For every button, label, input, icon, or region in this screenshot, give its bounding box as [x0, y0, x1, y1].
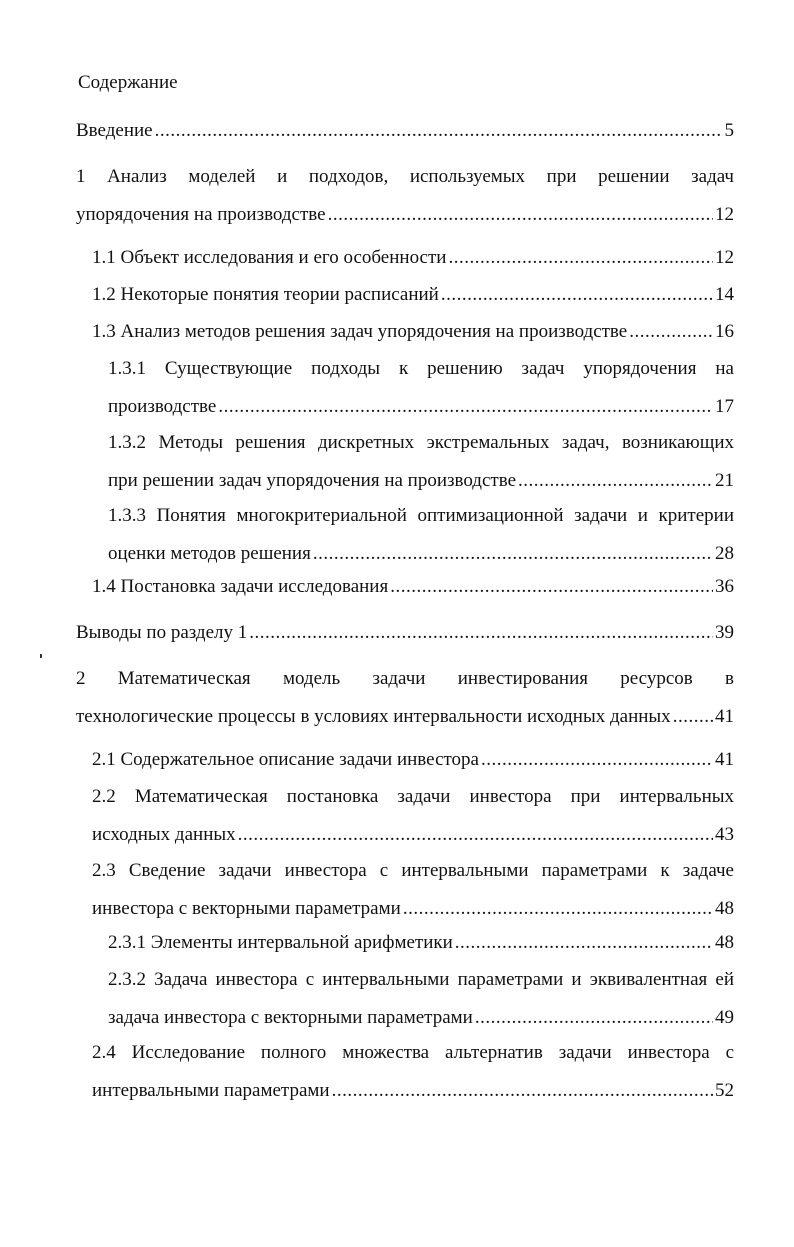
toc-leader-dots — [481, 741, 713, 779]
toc-entry-title: 1.2 Некоторые понятия теории расписаний — [92, 284, 439, 305]
toc-page-number: 12 — [715, 203, 734, 225]
toc-entry-2-2[interactable] — [92, 778, 734, 853]
toc-page-number: 21 — [715, 469, 734, 491]
toc-page-number: 5 — [724, 120, 734, 141]
toc-page-number: 41 — [715, 749, 734, 770]
toc-entry-1-1[interactable] — [92, 239, 734, 277]
toc-leader-dots — [313, 535, 713, 573]
toc-entry-1-3-1[interactable] — [108, 350, 734, 425]
toc-page-number: 12 — [715, 247, 734, 268]
toc-entry-1-3[interactable] — [92, 313, 734, 351]
toc-page-number: 39 — [715, 622, 734, 643]
scan-speck — [40, 654, 42, 658]
toc-entry-1-3-2[interactable] — [108, 424, 734, 499]
toc-entry-intro[interactable] — [76, 112, 734, 150]
toc-entry-2-3[interactable] — [92, 852, 734, 927]
page-title: Содержание — [78, 72, 178, 93]
toc-entry-title: при решении задач упорядочения на производстве — [108, 469, 516, 491]
toc-leader-dots — [332, 1072, 713, 1110]
toc-page-number: 36 — [715, 576, 734, 597]
toc-entry-title: упорядочения на производстве — [76, 203, 326, 225]
toc-leader-dots — [629, 313, 713, 351]
toc-entry-section-1[interactable] — [76, 158, 734, 233]
toc-entry-title-line: 2.3.2 Задача инвестора с интервальными параметрами и эквивалентная ей — [108, 969, 734, 990]
toc-entry-title-line: 1.3.1 Существующие подходы к решению задач упорядочения на — [108, 358, 734, 379]
toc-leader-dots — [518, 462, 713, 500]
toc-entry-title: Выводы по разделу 1 — [76, 622, 248, 643]
toc-leader-dots — [155, 112, 723, 150]
toc-entry-title: 1.3 Анализ методов решения задач упорядочения на производстве — [92, 321, 628, 342]
toc-entry-title-line: 1 Анализ моделей и подходов, используемых при решении задач — [76, 166, 734, 187]
toc-entry-2-1[interactable] — [92, 741, 734, 779]
toc-page-number: 48 — [715, 897, 734, 919]
toc-page-number: 43 — [715, 823, 734, 845]
toc-leader-dots — [249, 614, 713, 652]
toc-page-number: 52 — [715, 1079, 734, 1101]
toc-entry-section-2[interactable] — [76, 660, 734, 735]
toc-leader-dots — [403, 890, 713, 928]
toc-entry-2-3-2[interactable] — [108, 961, 734, 1036]
toc-leader-dots — [390, 568, 713, 606]
toc-entry-title: 1.1 Объект исследования и его особенности — [92, 247, 447, 268]
toc-entry-title-line: 1.3.3 Понятия многокритериальной оптимизационной задачи и критерии — [108, 505, 734, 526]
toc-entry-2-4[interactable] — [92, 1034, 734, 1109]
toc-entry-conclusions-1[interactable] — [76, 614, 734, 652]
toc-entry-title-line: 2.2 Математическая постановка задачи инвестора при интервальных — [92, 786, 734, 807]
toc-leader-dots — [475, 999, 713, 1037]
toc-page-number: 28 — [715, 542, 734, 564]
toc-leader-dots — [448, 239, 713, 277]
toc-entry-title: оценки методов решения — [108, 542, 311, 564]
toc-leader-dots — [218, 388, 713, 426]
toc-entry-1-4[interactable] — [92, 568, 734, 606]
toc-entry-title: производстве — [108, 395, 217, 417]
toc-entry-title: Введение — [76, 120, 153, 141]
toc-entry-1-3-3[interactable] — [108, 497, 734, 572]
toc-leader-dots — [455, 924, 713, 962]
toc-entry-title-line: 2.3 Сведение задачи инвестора с интервальными параметрами к задаче — [92, 860, 734, 881]
toc-entry-title: технологические процессы в условиях интервальности исходных данных — [76, 705, 671, 727]
toc-entry-1-2[interactable] — [92, 276, 734, 314]
toc-entry-title: интервальными параметрами — [92, 1079, 330, 1101]
toc-page-number: 41 — [715, 705, 734, 727]
toc-entry-2-3-1[interactable] — [108, 924, 734, 962]
toc-leader-dots — [238, 816, 713, 854]
toc-page-number: 48 — [715, 932, 734, 953]
toc-entry-title: исходных данных — [92, 823, 236, 845]
toc-entry-title: 2.3.1 Элементы интервальной арифметики — [108, 932, 453, 953]
toc-leader-dots — [441, 276, 713, 314]
toc-entry-title: 1.4 Постановка задачи исследования — [92, 576, 389, 597]
toc-entry-title-line: 2.4 Исследование полного множества альтернатив задачи инвестора с — [92, 1042, 734, 1063]
toc-entry-title: 2.1 Содержательное описание задачи инвестора — [92, 749, 479, 770]
toc-leader-dots — [673, 698, 713, 736]
toc-page-number: 16 — [715, 321, 734, 342]
toc-entry-title-line: 2 Математическая модель задачи инвестирования ресурсов в — [76, 668, 734, 689]
toc-page-number: 14 — [715, 284, 734, 305]
toc-page-number: 17 — [715, 395, 734, 417]
toc-leader-dots — [328, 196, 713, 234]
toc-entry-title: задача инвестора с векторными параметрами — [108, 1006, 473, 1028]
toc-entry-title: инвестора с векторными параметрами — [92, 897, 401, 919]
toc-page-number: 49 — [715, 1006, 734, 1028]
toc-entry-title-line: 1.3.2 Методы решения дискретных экстремальных задач, возникающих — [108, 432, 734, 453]
